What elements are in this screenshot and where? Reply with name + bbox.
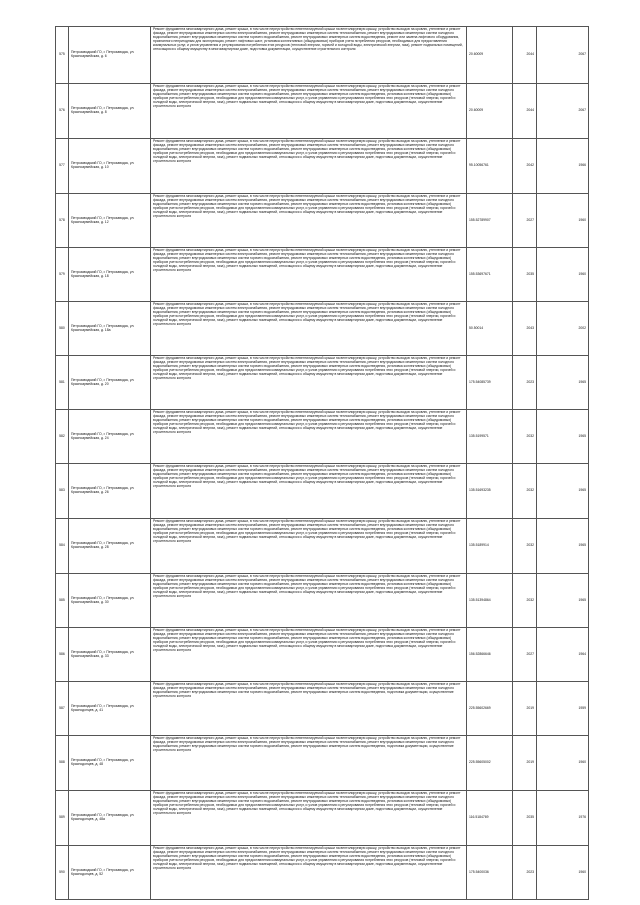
row-year: 2032 — [513, 519, 537, 574]
row-year: 2043 — [513, 302, 537, 356]
row-number: 590 — [56, 846, 69, 900]
table-row — [56, 139, 589, 194]
row-address: Петрозаводский ГО, г. Петрозаводск, ул. Красноармейская, д. 20 — [69, 356, 151, 410]
row-build-year: 1959 — [537, 682, 589, 736]
row-address: Петрозаводский ГО, г. Петрозаводск, ул. Красноармейская, д. 30 — [69, 574, 151, 628]
row-number: 589 — [56, 791, 69, 846]
row-build-year: 1960 — [537, 736, 589, 791]
row-number: 583 — [56, 464, 69, 519]
row-area: 135.5189914 — [467, 519, 513, 574]
row-address: Петрозаводский ГО, г. Петрозаводск, ул. Краснодонцев, д. 48а — [69, 791, 151, 846]
row-works: Ремонт фундамента многоквартирного дома, ремонт крыши, в том числе переустройство невентилируемой крыши на вентилируемую крышу, устройство выходов на кровлю, утепление и ремонт фасада, ремонт внутридомовых инженерных систем электроснабжения, ремонт внутридомовых инженерных систем теплоснабжения, ремонт внутридомовых инженерных систем холодного водоснабжения, ремонт внутридомовых инженерных систем горячего водоснабжения, ремонт внутридомовых инженерных систем водоотведения, установка коллективных (общедомовых) приборов учета потребления ресурсов, необходимых для предоставления коммунальных услуг, и узлов управления и регулирования потребления этих ресурсов (тепловой энергии, горячей и холодной воды, электрической энергии, газа), ремонт подвальных помещений, относящихся к общему имуществу в многоквартирном доме, подготовка документации, осуществление строительного контроля — [151, 628, 467, 682]
row-address: Петрозаводский ГО, г. Петрозаводск, ул. Красноармейская, д. 12 — [69, 194, 151, 248]
row-area: 135.51394864 — [467, 574, 513, 628]
table-row — [56, 464, 589, 519]
row-works: Ремонт фундамента многоквартирного дома, ремонт крыши, в том числе переустройство невентилируемой крыши на вентилируемую крышу, устройство выходов на кровлю, утепление и ремонт фасада, ремонт внутридомовых инженерных систем электроснабжения, ремонт внутридомовых инженерных систем теплоснабжения, ремонт внутридомовых инженерных систем холодного водоснабжения, ремонт внутридомовых инженерных систем горячего водоснабжения, ремонт внутридомовых инженерных систем водоотведения, установка коллективных (общедомовых) приборов учета потребления ресурсов, необходимых для предоставления коммунальных услуг, и узлов управления и регулирования потребления этих ресурсов (тепловой энергии, горячей и холодной воды, электрической энергии, газа), ремонт подвальных помещений, относящихся к общему имуществу в многоквартирном доме, подготовка документации, осуществление строительного контроля — [151, 791, 467, 846]
row-address: Петрозаводский ГО, г. Петрозаводск, ул. Красноармейская, д. 6 — [69, 27, 151, 84]
row-year: 2019 — [513, 736, 537, 791]
capital-repair-table — [55, 26, 589, 900]
row-area: 155.53697671 — [467, 248, 513, 302]
row-build-year: 1964 — [537, 628, 589, 682]
row-area: 175.5400036 — [467, 846, 513, 900]
row-area: 225.55602669 — [467, 682, 513, 736]
row-year: 2035 — [513, 791, 537, 846]
row-address: Петрозаводский ГО, г. Петрозаводск, ул. Красноармейская, д. 24 — [69, 410, 151, 464]
row-address: Петрозаводский ГО, г. Петрозаводск, ул. Красноармейская, д. 10 — [69, 139, 151, 194]
row-build-year: 1960 — [537, 846, 589, 900]
row-area: 156.52866646 — [467, 628, 513, 682]
row-area: 95.10056761 — [467, 139, 513, 194]
row-address: Петрозаводский ГО, г. Петрозаводск, ул. Красноармейская, д. 28 — [69, 519, 151, 574]
row-year: 2023 — [513, 846, 537, 900]
row-works: Ремонт фундамента многоквартирного дома, ремонт крыши, в том числе переустройство невентилируемой крыши на вентилируемую крышу, устройство выходов на кровлю, утепление и ремонт фасада, ремонт внутридомовых инженерных систем электроснабжения, ремонт внутридомовых инженерных систем теплоснабжения, ремонт внутридомовых инженерных систем холодного водоснабжения, ремонт внутридомовых инженерных систем горячего водоснабжения, ремонт внутридомовых инженерных систем водоотведения, установка коллективных (общедомовых) приборов учета потребления ресурсов, необходимых для предоставления коммунальных услуг, и узлов управления и регулирования потребления этих ресурсов (тепловой энергии, горячей и холодной воды, электрической энергии, газа), ремонт подвальных помещений, относящихся к общему имуществу в многоквартирном доме, подготовка документации, осуществление строительного контроля — [151, 248, 467, 302]
row-address: Петрозаводский ГО, г. Петрозаводск, ул. Красноармейская, д. 8 — [69, 84, 151, 139]
row-works: Ремонт фундамента многоквартирного дома, ремонт крыши, в том числе переустройство невентилируемой крыши на вентилируемую крышу, устройство выходов на кровлю, утепление и ремонт фасада, ремонт внутридомовых инженерных систем электроснабжения, ремонт внутридомовых инженерных систем теплоснабжения, ремонт внутридомовых инженерных систем холодного водоснабжения, ремонт внутридомовых инженерных систем горячего водоснабжения, ремонт внутридомовых инженерных систем водоотведения, установка коллективных (общедомовых) приборов учета потребления ресурсов, необходимых для предоставления коммунальных услуг, и узлов управления и регулирования потребления этих ресурсов (тепловой энергии, горячей и холодной воды, электрической энергии, газа), ремонт подвальных помещений, относящихся к общему имуществу в многоквартирном доме, подготовка документации, осуществление строительного контроля — [151, 410, 467, 464]
row-number: 581 — [56, 356, 69, 410]
row-number: 580 — [56, 302, 69, 356]
row-works: Ремонт фундамента многоквартирного дома, ремонт крыши, в том числе переустройство невентилируемой крыши на вентилируемую крышу, устройство выходов на кровлю, утепление и ремонт фасада, ремонт внутридомовых инженерных систем электроснабжения, ремонт внутридомовых инженерных систем теплоснабжения, ремонт внутридомовых инженерных систем холодного водоснабжения, ремонт внутридомовых инженерных систем горячего водоснабжения, ремонт внутридомовых инженерных систем водоотведения, ремонт или замена лифтового оборудования, признанного непригодным для эксплуатации, ремонт лифтовых шахт, установка коллективных (общедомовых) приборов учета потребления ресурсов, необходимых для предоставления коммунальных услуг, и узлов управления и регулирования потребления этих ресурсов (тепловой энергии, горячей и холодной воды, электрической энергии, газа), ремонт подвальных помещений, относящихся к общему имуществу в многоквартирном доме, подготовка документации, осуществление строительного контроля — [151, 27, 467, 84]
row-year: 2035 — [513, 248, 537, 302]
row-year: 2044 — [513, 27, 537, 84]
row-works: Ремонт фундамента многоквартирного дома, ремонт крыши, в том числе переустройство невентилируемой крыши на вентилируемую крышу, устройство выходов на кровлю, утепление и ремонт фасада, ремонт внутридомовых инженерных систем электроснабжения, ремонт внутридомовых инженерных систем теплоснабжения, ремонт внутридомовых инженерных систем холодного водоснабжения, ремонт внутридомовых инженерных систем горячего водоснабжения, ремонт внутридомовых инженерных систем водоотведения, установка коллективных (общедомовых) приборов учета потребления ресурсов, необходимых для предоставления коммунальных услуг, и узлов управления и регулирования потребления этих ресурсов (тепловой энергии, горячей и холодной воды, электрической энергии, газа), ремонт подвальных помещений, относящихся к общему имуществу в многоквартирном доме, подготовка документации, осуществление строительного контроля — [151, 194, 467, 248]
row-year: 2044 — [513, 84, 537, 139]
row-address: Петрозаводский ГО, г. Петрозаводск, ул. Краснодонцев, д. 52 — [69, 846, 151, 900]
row-build-year: 1965 — [537, 356, 589, 410]
table-row — [56, 302, 589, 356]
row-area: 50.50014 — [467, 302, 513, 356]
row-build-year: 2067 — [537, 84, 589, 139]
table-row — [56, 410, 589, 464]
table-row — [56, 574, 589, 628]
row-year: 2032 — [513, 464, 537, 519]
table-row — [56, 194, 589, 248]
row-address: Петрозаводский ГО, г. Петрозаводск, ул. Краснодонцев, д. 41 — [69, 682, 151, 736]
row-number: 586 — [56, 628, 69, 682]
row-works: Ремонт фундамента многоквартирного дома, ремонт крыши, в том числе переустройство невентилируемой крыши на вентилируемую крышу, устройство выходов на кровлю, утепление и ремонт фасада, ремонт внутридомовых инженерных систем электроснабжения, ремонт внутридомовых инженерных систем теплоснабжения, ремонт внутридомовых инженерных систем холодного водоснабжения, ремонт внутридомовых инженерных систем горячего водоснабжения, ремонт внутридомовых инженерных систем водоотведения, установка коллективных (общедомовых) приборов учета потребления ресурсов, необходимых для предоставления коммунальных услуг, и узлов управления и регулирования потребления этих ресурсов (тепловой энергии, горячей и холодной воды, электрической энергии, газа), ремонт подвальных помещений, относящихся к общему имуществу в многоквартирном доме, подготовка документации, осуществление строительного контроля — [151, 574, 467, 628]
row-address: Петрозаводский ГО, г. Петрозаводск, ул. Красноармейская, д. 26 — [69, 464, 151, 519]
table-row — [56, 84, 589, 139]
row-year: 2023 — [513, 356, 537, 410]
row-address: Петрозаводский ГО, г. Петрозаводск, ул. Красноармейская, д. 18 — [69, 248, 151, 302]
row-build-year: 1965 — [537, 574, 589, 628]
row-build-year: 1965 — [537, 410, 589, 464]
row-number: 577 — [56, 139, 69, 194]
row-year: 2042 — [513, 139, 537, 194]
row-number: 579 — [56, 248, 69, 302]
table-row — [56, 356, 589, 410]
table-row — [56, 519, 589, 574]
row-number: 575 — [56, 27, 69, 84]
table-row — [56, 791, 589, 846]
row-area: 20.60009 — [467, 27, 513, 84]
row-number: 578 — [56, 194, 69, 248]
table-row — [56, 736, 589, 791]
row-build-year: 1976 — [537, 791, 589, 846]
row-works: Ремонт фундамента многоквартирного дома, ремонт крыши, в том числе переустройство невентилируемой крыши на вентилируемую крышу, устройство выходов на кровлю, утепление и ремонт фасада, ремонт внутридомовых инженерных систем электроснабжения, ремонт внутридомовых инженерных систем теплоснабжения, ремонт внутридомовых инженерных систем холодного водоснабжения, ремонт внутридомовых инженерных систем горячего водоснабжения, ремонт внутридомовых инженерных систем водоотведения, установка коллективных (общедомовых) приборов учета потребления ресурсов, необходимых для предоставления коммунальных услуг, и узлов управления и регулирования потребления этих ресурсов (тепловой энергии, горячей и холодной воды, электрической энергии, газа), ремонт подвальных помещений, относящихся к общему имуществу в многоквартирном доме, подготовка документации, осуществление строительного контроля — [151, 84, 467, 139]
row-area: 155.52789907 — [467, 194, 513, 248]
row-works: Ремонт фундамента многоквартирного дома, ремонт крыши, в том числе переустройство невентилируемой крыши на вентилируемую крышу, устройство выходов на кровлю, утепление и ремонт фасада, ремонт внутридомовых инженерных систем электроснабжения, ремонт внутридомовых инженерных систем теплоснабжения, ремонт внутридомовых инженерных систем холодного водоснабжения, ремонт внутридомовых инженерных систем горячего водоснабжения, ремонт внутридомовых инженерных систем водоотведения, установка коллективных (общедомовых) приборов учета потребления ресурсов, необходимых для предоставления коммунальных услуг, и узлов управления и регулирования потребления этих ресурсов (тепловой энергии, горячей и холодной воды, электрической энергии, газа), ремонт подвальных помещений, относящихся к общему имуществу в многоквартирном доме, подготовка документации, осуществление строительного контроля — [151, 139, 467, 194]
row-address: Петрозаводский ГО, г. Петрозаводск, ул. Красноармейская, д. 33 — [69, 628, 151, 682]
row-build-year: 1965 — [537, 464, 589, 519]
row-works: Ремонт фундамента многоквартирного дома, ремонт крыши, в том числе переустройство невентилируемой крыши на вентилируемую крышу, устройство выходов на кровлю, утепление и ремонт фасада, ремонт внутридомовых инженерных систем электроснабжения, ремонт внутридомовых инженерных систем теплоснабжения, ремонт внутридомовых инженерных систем холодного водоснабжения, ремонт внутридомовых инженерных систем горячего водоснабжения, ремонт внутридомовых инженерных систем водоотведения, подготовка документации, осуществление строительного контроля — [151, 736, 467, 791]
row-build-year: 2002 — [537, 302, 589, 356]
table-row — [56, 27, 589, 84]
table-row — [56, 628, 589, 682]
row-works: Ремонт фундамента многоквартирного дома, ремонт крыши, в том числе переустройство невентилируемой крыши на вентилируемую крышу, устройство выходов на кровлю, утепление и ремонт фасада, ремонт внутридомовых инженерных систем электроснабжения, ремонт внутридомовых инженерных систем теплоснабжения, ремонт внутридомовых инженерных систем холодного водоснабжения, ремонт внутридомовых инженерных систем горячего водоснабжения, ремонт внутридомовых инженерных систем водоотведения, установка коллективных (общедомовых) приборов учета потребления ресурсов, необходимых для предоставления коммунальных услуг, и узлов управления и регулирования потребления этих ресурсов (тепловой энергии, горячей и холодной воды, электрической энергии, газа), ремонт подвальных помещений, относящихся к общему имуществу в многоквартирном доме, подготовка документации, осуществление строительного контроля — [151, 302, 467, 356]
row-build-year: 1965 — [537, 519, 589, 574]
row-year: 2032 — [513, 410, 537, 464]
row-year: 2032 — [513, 574, 537, 628]
row-area: 116.5184769 — [467, 791, 513, 846]
table-body — [56, 27, 589, 900]
row-area: 135.5199571 — [467, 410, 513, 464]
row-number: 588 — [56, 736, 69, 791]
row-works: Ремонт фундамента многоквартирного дома, ремонт крыши, в том числе переустройство невентилируемой крыши на вентилируемую крышу, устройство выходов на кровлю, утепление и ремонт фасада, ремонт внутридомовых инженерных систем электроснабжения, ремонт внутридомовых инженерных систем теплоснабжения, ремонт внутридомовых инженерных систем холодного водоснабжения, ремонт внутридомовых инженерных систем горячего водоснабжения, ремонт внутридомовых инженерных систем водоотведения, подготовка документации, осуществление строительного контроля — [151, 682, 467, 736]
row-build-year: 1960 — [537, 248, 589, 302]
table-row — [56, 248, 589, 302]
row-build-year: 1960 — [537, 194, 589, 248]
row-year: 2019 — [513, 682, 537, 736]
row-number: 585 — [56, 574, 69, 628]
row-area: 135.51693235 — [467, 464, 513, 519]
table-row — [56, 846, 589, 900]
row-address: Петрозаводский ГО, г. Петрозаводск, ул. Краснодонцев, д. 48 — [69, 736, 151, 791]
row-address: Петрозаводский ГО, г. Петрозаводск, ул. Красноармейская, д. 18а — [69, 302, 151, 356]
row-number: 582 — [56, 410, 69, 464]
row-works: Ремонт фундамента многоквартирного дома, ремонт крыши, в том числе переустройство невентилируемой крыши на вентилируемую крышу, устройство выходов на кровлю, утепление и ремонт фасада, ремонт внутридомовых инженерных систем электроснабжения, ремонт внутридомовых инженерных систем теплоснабжения, ремонт внутридомовых инженерных систем холодного водоснабжения, ремонт внутридомовых инженерных систем горячего водоснабжения, ремонт внутридомовых инженерных систем водоотведения, установка коллективных (общедомовых) приборов учета потребления ресурсов, необходимых для предоставления коммунальных услуг, и узлов управления и регулирования потребления этих ресурсов (тепловой энергии, горячей и холодной воды, электрической энергии, газа), ремонт подвальных помещений, относящихся к общему имуществу в многоквартирном доме, подготовка документации, осуществление строительного контроля — [151, 356, 467, 410]
row-number: 587 — [56, 682, 69, 736]
table-row — [56, 682, 589, 736]
row-year: 2027 — [513, 194, 537, 248]
row-build-year: 1966 — [537, 139, 589, 194]
row-number: 576 — [56, 84, 69, 139]
row-area: 225.55605002 — [467, 736, 513, 791]
row-year: 2027 — [513, 628, 537, 682]
row-number: 584 — [56, 519, 69, 574]
row-works: Ремонт фундамента многоквартирного дома, ремонт крыши, в том числе переустройство невентилируемой крыши на вентилируемую крышу, устройство выходов на кровлю, утепление и ремонт фасада, ремонт внутридомовых инженерных систем электроснабжения, ремонт внутридомовых инженерных систем теплоснабжения, ремонт внутридомовых инженерных систем холодного водоснабжения, ремонт внутридомовых инженерных систем горячего водоснабжения, ремонт внутридомовых инженерных систем водоотведения, установка коллективных (общедомовых) приборов учета потребления ресурсов, необходимых для предоставления коммунальных услуг, и узлов управления и регулирования потребления этих ресурсов (тепловой энергии, горячей и холодной воды, электрической энергии, газа), ремонт подвальных помещений, относящихся к общему имуществу в многоквартирном доме, подготовка документации, осуществление строительного контроля — [151, 846, 467, 900]
row-area: 20.60009 — [467, 84, 513, 139]
row-works: Ремонт фундамента многоквартирного дома, ремонт крыши, в том числе переустройство невентилируемой крыши на вентилируемую крышу, устройство выходов на кровлю, утепление и ремонт фасада, ремонт внутридомовых инженерных систем электроснабжения, ремонт внутридомовых инженерных систем теплоснабжения, ремонт внутридомовых инженерных систем холодного водоснабжения, ремонт внутридомовых инженерных систем горячего водоснабжения, ремонт внутридомовых инженерных систем водоотведения, установка коллективных (общедомовых) приборов учета потребления ресурсов, необходимых для предоставления коммунальных услуг, и узлов управления и регулирования потребления этих ресурсов (тепловой энергии, горячей и холодной воды, электрической энергии, газа), ремонт подвальных помещений, относящихся к общему имуществу в многоквартирном доме, подготовка документации, осуществление строительного контроля — [151, 519, 467, 574]
row-works: Ремонт фундамента многоквартирного дома, ремонт крыши, в том числе переустройство невентилируемой крыши на вентилируемую крышу, устройство выходов на кровлю, утепление и ремонт фасада, ремонт внутридомовых инженерных систем электроснабжения, ремонт внутридомовых инженерных систем теплоснабжения, ремонт внутридомовых инженерных систем холодного водоснабжения, ремонт внутридомовых инженерных систем горячего водоснабжения, ремонт внутридомовых инженерных систем водоотведения, установка коллективных (общедомовых) приборов учета потребления ресурсов, необходимых для предоставления коммунальных услуг, и узлов управления и регулирования потребления этих ресурсов (тепловой энергии, горячей и холодной воды, электрической энергии, газа), ремонт подвальных помещений, относящихся к общему имуществу в многоквартирном доме, подготовка документации, осуществление строительного контроля — [151, 464, 467, 519]
row-build-year: 2067 — [537, 27, 589, 84]
row-area: 175.54085739 — [467, 356, 513, 410]
